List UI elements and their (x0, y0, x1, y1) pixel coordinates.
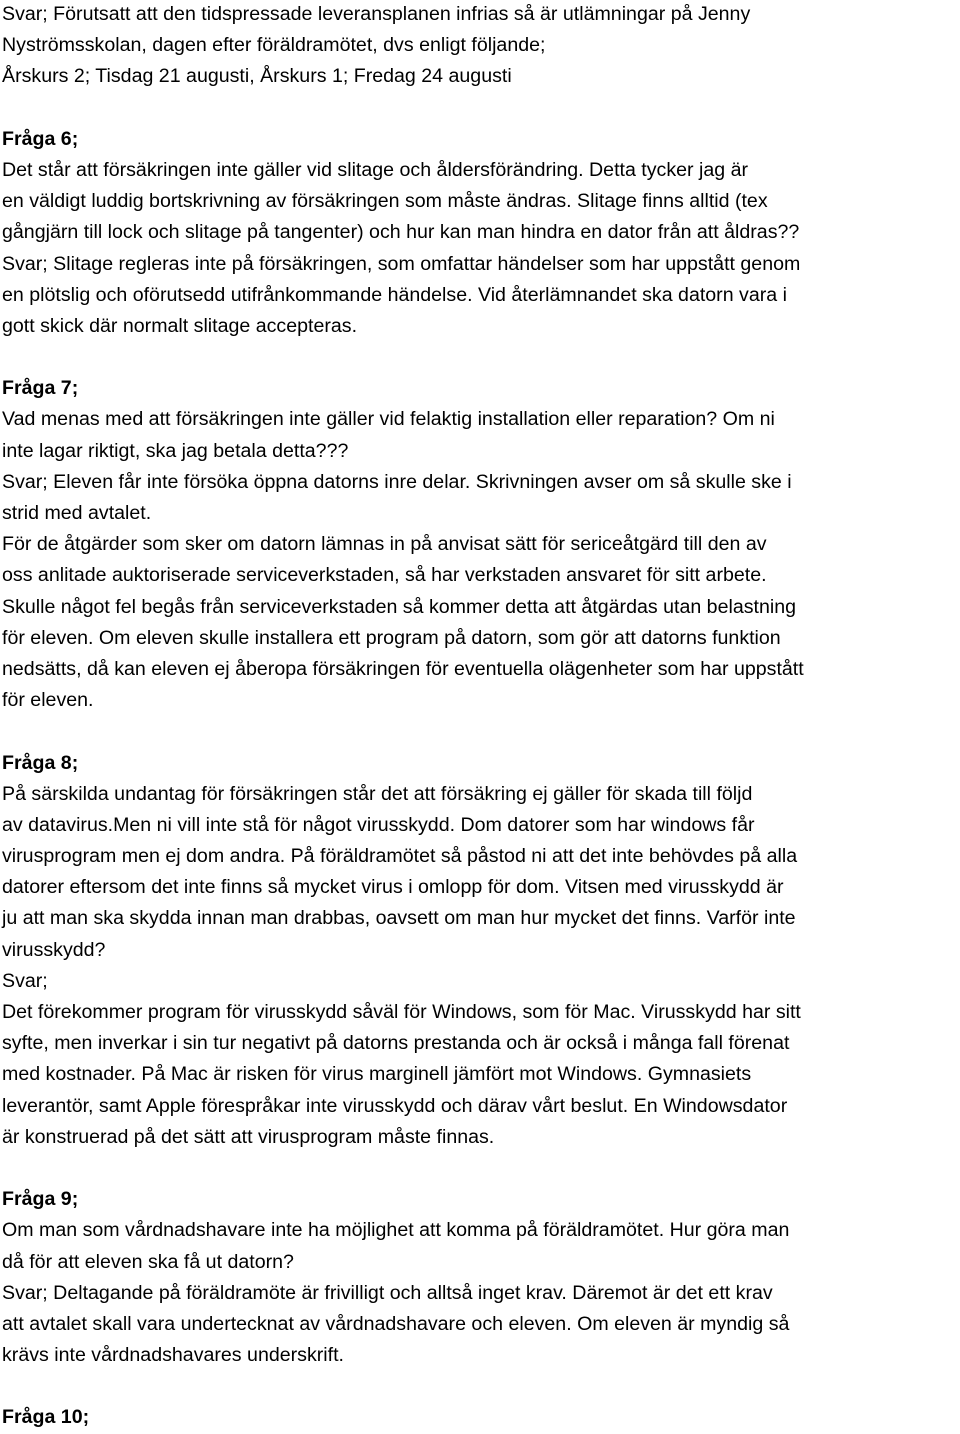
blank-line (2, 1153, 960, 1184)
blank-line (2, 1371, 960, 1402)
question-heading: Fråga 6; (2, 127, 79, 150)
text-line: Vad menas med att försäkringen inte gäller vid felaktig installation eller reparation? Om ni (2, 408, 775, 431)
text-line: Det står att försäkringen inte gäller vid slitage och åldersförändring. Detta tycker jag är (2, 158, 749, 181)
text-line: med kostnader. På Mac är risken för virus marginell jämfört mot Windows. Gymnasiets (2, 1063, 752, 1086)
text-line: strid med avtalet. (2, 502, 152, 524)
text-line: ju att man ska skydda innan man drabbas, oavsett om man hur mycket det finns. Varför inte (2, 907, 796, 930)
question-heading: Fråga 8; (2, 751, 79, 774)
text-line: nedsätts, då kan eleven ej åberopa försäkringen för eventuella olägenheter som har uppstått (2, 657, 804, 680)
text-line: För de åtgärder som sker om datorn lämnas in på anvisat sätt för sericeåtgärd till den av (2, 533, 767, 556)
text-line: Årskurs 2; Tisdag 21 augusti, Årskurs 1; Fredag 24 augusti (2, 65, 512, 88)
blank-line (2, 342, 960, 373)
text-line: Svar; Slitage regleras inte på försäkringen, som omfattar händelser som har uppstått genom (2, 252, 801, 275)
text-line: Det förekommer program för virusskydd såväl för Windows, som för Mac. Virusskydd har sitt (2, 1001, 801, 1023)
text-line: virusskydd? (2, 938, 106, 961)
text-line: att avtalet skall vara undertecknat av vårdnadshavare och eleven. Om eleven är myndig så (2, 1312, 790, 1335)
question-heading: Fråga 9; (2, 1188, 79, 1211)
text-line: gott skick där normalt slitage accepteras. (2, 314, 358, 337)
document-body (2, 0, 960, 1434)
text-line: av datavirus.Men ni vill inte stå för något virusskydd. Dom datorer som har windows får (2, 813, 755, 836)
text-line: Om man som vårdnadshavare inte ha möjlighet att komma på föräldramötet. Hur göra man (2, 1219, 790, 1242)
text-line: Svar; Deltagande på föräldramöte är frivilligt och alltså inget krav. Däremot är det ett krav (2, 1281, 773, 1304)
text-line: en väldigt luddig bortskrivning av försäkringen som måste ändras. Slitage finns alltid (tex (2, 190, 768, 213)
text-line: inte lagar riktigt, ska jag betala detta??? (2, 439, 349, 462)
text-line: datorer eftersom det inte finns så mycket virus i omlopp för dom. Vitsen med virusskydd är (2, 876, 784, 899)
text-line: är konstruerad på det sätt att virusprogram måste finnas. (2, 1125, 495, 1148)
text-line: På särskilda undantag för försäkringen står det att försäkring ej gäller för skada till följd (2, 782, 753, 805)
text-line: leverantör, samt Apple förespråkar inte virusskydd och därav vårt beslut. En Windowsdator (2, 1094, 788, 1117)
text-line: Svar; Eleven får inte försöka öppna datorns inre delar. Skrivningen avser om så skulle ske i (2, 470, 792, 493)
text-line: krävs inte vårdnadshavares underskrift. (2, 1344, 344, 1367)
text-line: för eleven. (2, 689, 94, 712)
question-heading: Fråga 10; (2, 1406, 90, 1429)
text-line: virusprogram men ej dom andra. På föräldramötet så påstod ni att det inte behövdes på alla (2, 845, 798, 868)
text-line: syfte, men inverkar i sin tur negativt på datorns prestanda och är också i många fall förenat (2, 1032, 790, 1055)
text-line: en plötslig och oförutsedd utifrånkommande händelse. Vid återlämnandet ska datorn vara i (2, 283, 787, 306)
text-line: för eleven. Om eleven skulle installera ett program på datorn, som gör att datorns funktion (2, 626, 781, 649)
text-line: Nyströmsskolan, dagen efter föräldramötet, dvs enligt följande; (2, 34, 546, 57)
blank-line (2, 93, 960, 124)
text-line: Svar; (2, 969, 48, 992)
text-line: oss anlitade auktoriserade serviceverkstaden, så har verkstaden ansvaret för sitt arbete. (2, 564, 767, 587)
text-line: Skulle något fel begås från serviceverkstaden så kommer detta att åtgärdas utan belastning (2, 595, 797, 618)
text-line: gångjärn till lock och slitage på tangenter) och hur kan man hindra en dator från att åldras?? (2, 221, 800, 244)
text-line: då för att eleven ska få ut datorn? (2, 1250, 294, 1273)
text-line: Svar; Förutsatt att den tidspressade leveransplanen infrias så är utlämningar på Jenny (2, 3, 751, 25)
blank-line (2, 716, 960, 747)
question-heading: Fråga 7; (2, 377, 79, 400)
